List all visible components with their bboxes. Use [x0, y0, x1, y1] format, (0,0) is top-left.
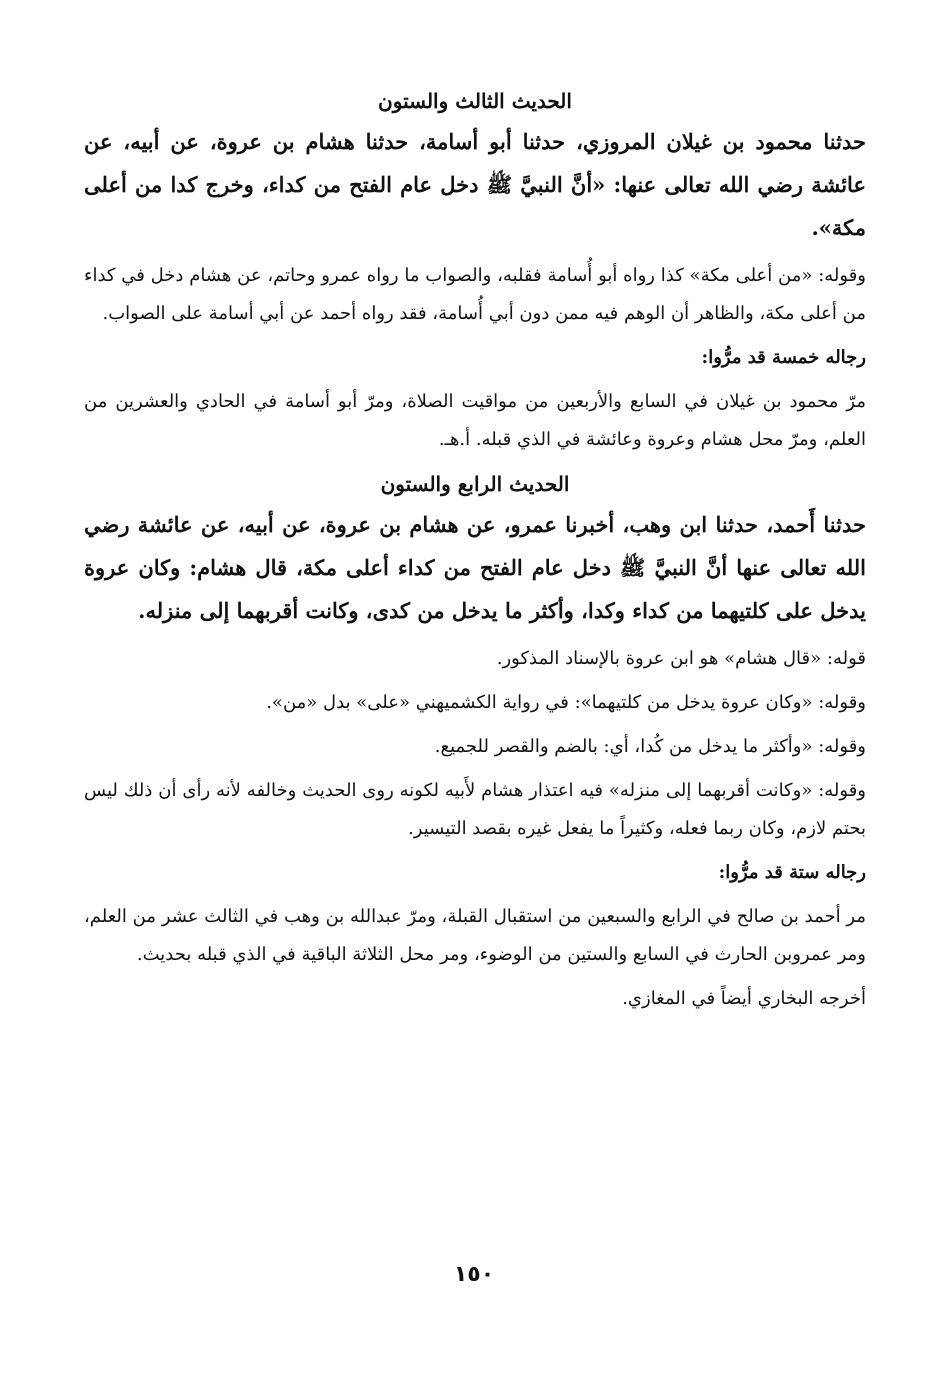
page-number: ١٥٠	[453, 1262, 495, 1287]
hadith-64-narrators-text: مر أحمد بن صالح في الرابع والسبعين من استقبال القبلة، ومرّ عبدالله بن وهب في الثالث عشر من العلم، ومر عمروبن الحارث في السابع والستين من الوضوء، ومر محل الثلاثة الباقية في الذي قبله بحديث.	[84, 906, 866, 965]
hadith-64-narrators-heading: رجاله ستة قد مرُّوا:	[718, 862, 866, 883]
hadith-63-narrators-text: مرّ محمود بن غيلان في السابع والأربعين من مواقيت الصلاة، ومرّ أبو أسامة في الحادي والعشرين من العلم، ومرّ محل هشام وعروة وعائشة في الذي قبله. أ.هـ.	[84, 391, 866, 450]
hadith-64-commentary-2: وقوله: «وكان عروة يدخل من كلتيهما»: في رواية الكشميهني «على» بدل «من».	[266, 692, 866, 713]
hadith-64-commentary-4: وقوله: «وكانت أقربهما إلى منزله» فيه اعتذار هشام لأَبيه لكونه روى الحديث وخالفه لأنه رأى أن ذلك ليس بحتم لازم، وكان ربما فعله، وكثيراً ما يفعل غيره بقصد التيسير.	[84, 780, 866, 839]
hadith-63-heading: الحديث الثالث والستون	[378, 89, 572, 113]
hadith-64-text: حدثنا أَحمد، حدثنا ابن وهب، أخبرنا عمرو، عن هشام بن عروة، عن أبيه، عن عائشة رضي الله تعالى عنها أنَّ النبيَّ ﷺ دخل عام الفتح من كداء أعلى مكة، قال هشام: وكان عروة يدخل على كلتيهما من كداء وكدا، وأكثر ما يدخل من كدى، وكانت أقربهما إلى منزله.	[84, 512, 866, 623]
document-page	[84, 82, 866, 1332]
hadith-64-takhrij: أخرجه البخاري أيضاً في المغازي.	[622, 988, 866, 1009]
hadith-64-commentary-1: قوله: «قال هشام» هو ابن عروة بالإسناد المذكور.	[496, 648, 866, 669]
hadith-64-heading: الحديث الرابع والستون	[380, 472, 570, 496]
hadith-63-narrators-heading: رجاله خمسة قد مرُّوا:	[701, 347, 866, 368]
hadith-63-commentary-1: وقوله: «من أعلى مكة» كذا رواه أبو أُسامة فقلبه، والصواب ما رواه عمرو وحاتم، عن هشام دخل في كداء من أعلى مكة، والظاهر أن الوهم فيه ممن دون أبي أُسامة، فقد رواه أحمد عن أبي أسامة على الصواب.	[84, 265, 866, 324]
hadith-63-text: حدثنا محمود بن غيلان المروزي، حدثنا أبو أسامة، حدثنا هشام بن عروة، عن أبيه، عن عائشة رضي الله تعالى عنها: «أنَّ النبيَّ ﷺ دخل عام الفتح من كداء، وخرج كدا من أعلى مكة».	[84, 129, 866, 240]
hadith-64-commentary-3: وقوله: «وأكثر ما يدخل من كُدا، أي: بالضم والقصر للجميع.	[434, 736, 866, 757]
